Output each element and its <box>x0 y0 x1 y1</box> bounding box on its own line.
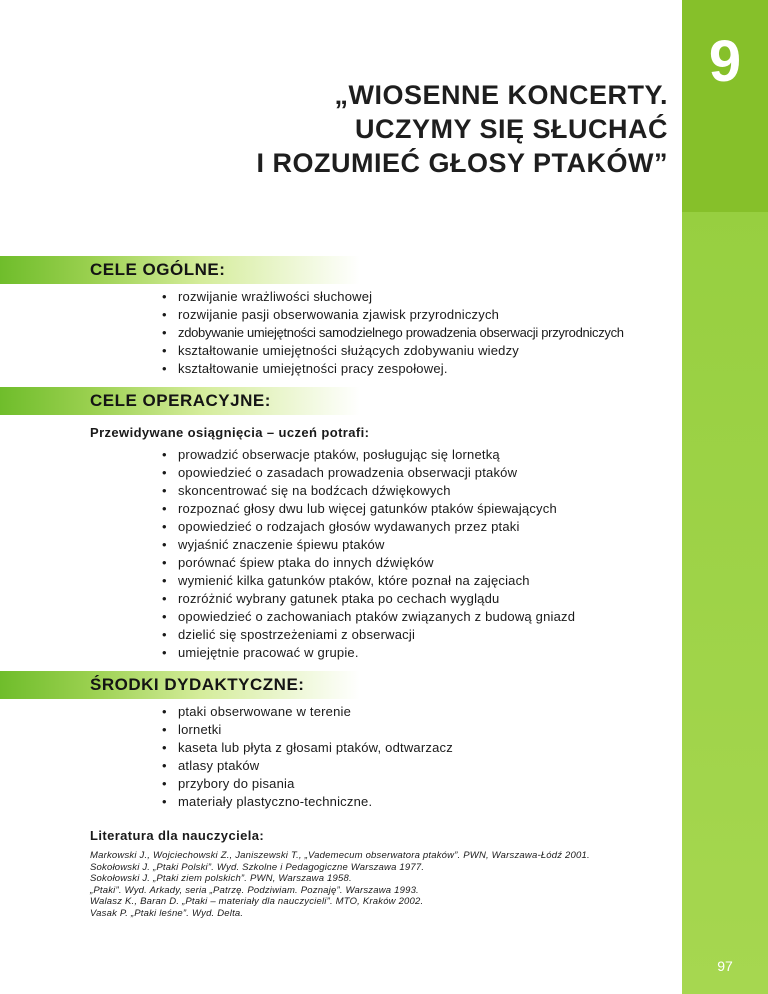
bibliography-entry: Walasz K., Baran D. „Ptaki – materiały dla nauczycieli”. MTO, Kraków 2002. <box>90 896 424 907</box>
list-item: • opowiedzieć o rodzajach głosów wydawanych przez ptaki <box>162 518 575 536</box>
literatura-heading: Literatura dla nauczyciela: <box>90 828 265 843</box>
subheading-osiagniecia: Przewidywane osiągnięcia – uczeń potrafi: <box>90 425 370 440</box>
bibliography-entry: Sokołowski J. „Ptaki Polski”. Wyd. Szkolne i Pedagogiczne Warszawa 1977. <box>90 861 425 873</box>
list-item: • kształtowanie umiejętności służących zdobywaniu wiedzy <box>162 342 624 360</box>
title-line: UCZYMY SIĘ SŁUCHAĆ <box>354 114 668 144</box>
list-item: • rozróżnić wybrany gatunek ptaka po cechach wyglądu <box>162 590 575 608</box>
list-item: • porównać śpiew ptaka do innych dźwięków <box>162 554 575 572</box>
literatura-list <box>90 850 590 919</box>
list-item: • kaseta lub płyta z głosami ptaków, odtwarzacz <box>162 739 453 757</box>
list-item: • dzielić się spostrzeżeniami z obserwacji <box>162 626 575 644</box>
list-item: • opowiedzieć o zasadach prowadzenia obserwacji ptaków <box>162 464 575 482</box>
title-line: I ROZUMIEĆ GŁOSY PTAKÓW” <box>256 148 668 178</box>
section-heading-label: ŚRODKI DYDAKTYCZNE: <box>90 675 305 694</box>
list-item: • zdobywanie umiejętności samodzielnego prowadzenia obserwacji przyrodniczych <box>162 324 624 342</box>
page-number: 97 <box>717 958 733 974</box>
section-heading-label: CELE OPERACYJNE: <box>90 391 271 410</box>
list-item: • lornetki <box>162 721 453 739</box>
list-item: • rozwijanie wrażliwości słuchowej <box>162 288 624 306</box>
chapter-side-bar <box>682 0 768 994</box>
list-item: • skoncentrować się na bodźcach dźwiękowych <box>162 482 575 500</box>
list-item: • wymienić kilka gatunków ptaków, które poznał na zajęciach <box>162 572 575 590</box>
list-item: • umiejętnie pracować w grupie. <box>162 644 575 662</box>
bibliography-entry: Vasak P. „Ptaki leśne”. Wyd. Delta. <box>90 907 244 919</box>
list-item: • rozwijanie pasji obserwowania zjawisk przyrodniczych <box>162 306 624 324</box>
bibliography-entry: Sokołowski J. „Ptaki ziem polskich”. PWN, Warszawa 1958. <box>90 873 352 884</box>
bibliography-entry: „Ptaki”. Wyd. Arkady, seria „Patrzę. Podziwiam. Poznaję”. Warszawa 1993. <box>90 884 419 896</box>
bibliography-entry: Markowski J., Wojciechowski Z., Janiszewski T., „Vademecum obserwatora ptaków”. PWN, Warszawa-Łódź 2001. <box>90 850 590 861</box>
section-heading-cele-ogolne <box>0 256 400 284</box>
list-item: • ptaki obserwowane w terenie <box>162 703 453 721</box>
list-item: • przybory do pisania <box>162 775 453 793</box>
list-item: • rozpoznać głosy dwu lub więcej gatunków ptaków śpiewających <box>162 500 575 518</box>
list-item: • materiały plastyczno-techniczne. <box>162 793 453 811</box>
page-title <box>256 78 668 180</box>
section-heading-srodki <box>0 671 400 699</box>
section-heading-label: CELE OGÓLNE: <box>90 260 226 279</box>
list-item: • opowiedzieć o zachowaniach ptaków związanych z budową gniazd <box>162 608 575 626</box>
list-item: • wyjaśnić znaczenie śpiewu ptaków <box>162 536 575 554</box>
cele-operacyjne-list <box>162 446 575 662</box>
list-item: • prowadzić obserwacje ptaków, posługując się lornetką <box>162 446 575 464</box>
list-item: • atlasy ptaków <box>162 757 453 775</box>
chapter-number: 9 <box>708 29 742 94</box>
cele-ogolne-list <box>162 288 624 378</box>
srodki-list <box>162 703 453 811</box>
title-line: „WIOSENNE KONCERTY. <box>334 80 668 110</box>
list-item: • kształtowanie umiejętności pracy zespołowej. <box>162 360 624 378</box>
section-heading-cele-operacyjne <box>0 387 400 415</box>
